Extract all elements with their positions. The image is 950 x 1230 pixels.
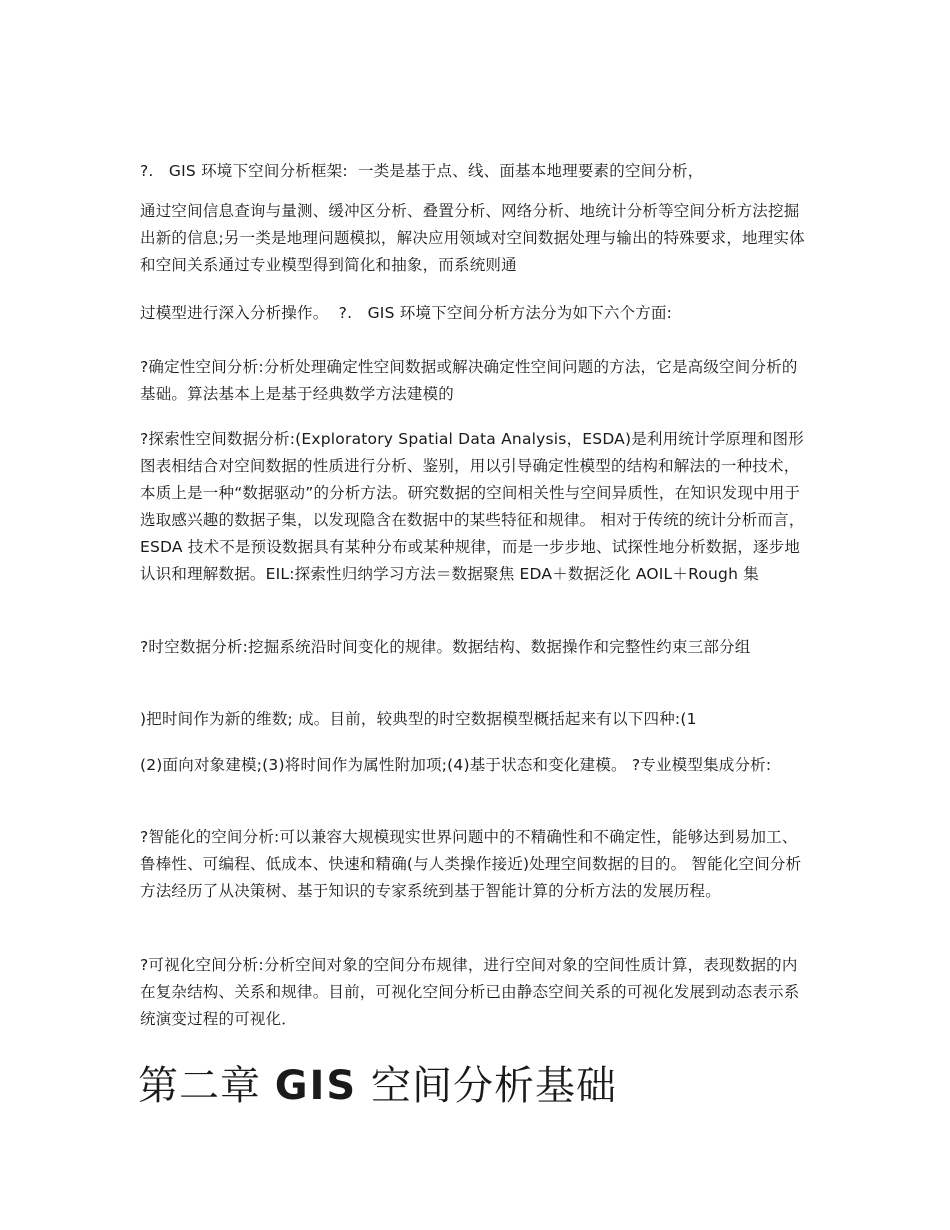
paragraph-model-integration: (2)面向对象建模;(3)将时间作为属性附加项;(4)基于状态和变化建模。 ?专业模型集成分析:	[140, 756, 772, 774]
chapter-heading-gis: GIS	[274, 1063, 358, 1109]
chapter-heading-prefix: 第二章	[138, 1063, 275, 1109]
paragraph-spatiotemporal-analysis: ?时空数据分析:挖掘系统沿时间变化的规律。数据结构、数据操作和完整性约束三部分组	[140, 638, 751, 656]
chapter-heading-suffix: 空间分析基础	[357, 1063, 617, 1109]
paragraph-framework-intro: ?. GIS 环境下空间分析框架: 一类是基于点、线、面基本地理要素的空间分析，	[140, 162, 704, 180]
paragraph-deterministic-analysis: ?确定性空间分析:分析处理确定性空间数据或解决确定性空间问题的方法，它是高级空间分析的基础。算法基本上是基于经典数学方法建模的	[140, 358, 798, 403]
paragraph-visual-analysis: ?可视化空间分析:分析空间对象的空间分布规律，进行空间对象的空间性质计算，表现数据的内在复杂结构、关系和规律。目前，可视化空间分析已由静态空间关系的可视化发展到动态表示系统演变过程的可视化．	[140, 956, 800, 1028]
chapter-heading	[138, 1058, 838, 1114]
paragraph-framework-detail: 通过空间信息查询与量测、缓冲区分析、叠置分析、网络分析、地统计分析等空间分析方法挖掘出新的信息;另一类是地理问题模拟，解决应用领域对空间数据处理与输出的特殊要求，地理实体和空间关系通过专业模型得到简化和抽象，而系统则通	[140, 202, 805, 274]
paragraph-exploratory-analysis: ?探索性空间数据分析:(Exploratory Spatial Data Analysis，ESDA)是利用统计学原理和图形图表相结合对空间数据的性质进行分析、鉴别，用以引导确定性模型的结构和解法的一种技术，本质上是一种“数据驱动”的分析方法。研究数据的空间相关性与空间异质性，在知识发现中用于选取感兴趣的数据子集，以发现隐含在数据中的某些特征和规律。 相对于传统的统计分析而言，ESDA 技术不是预设数据具有某种分布或某种规律，而是一步步地、试探性地分析数据，逐步地认识和理解数据。EIL:探索性归纳学习方法＝数据聚焦 EDA＋数据泛化 AOIL＋Rough 集	[140, 430, 805, 583]
paragraph-spatiotemporal-models: )把时间作为新的维数; 成。目前，较典型的时空数据模型概括起来有以下四种:(1	[140, 710, 697, 728]
paragraph-methods-intro: 过模型进行深入分析操作。 ?. GIS 环境下空间分析方法分为如下六个方面:	[140, 304, 673, 322]
paragraph-intelligent-analysis: ?智能化的空间分析:可以兼容大规模现实世界问题中的不精确性和不确定性，能够达到易加工、鲁棒性、可编程、低成本、快速和精确(与人类操作接近)处理空间数据的目的。 智能化空间分析方法经历了从决策树、基于知识的专家系统到基于智能计算的分析方法的发展历程。	[140, 828, 802, 900]
